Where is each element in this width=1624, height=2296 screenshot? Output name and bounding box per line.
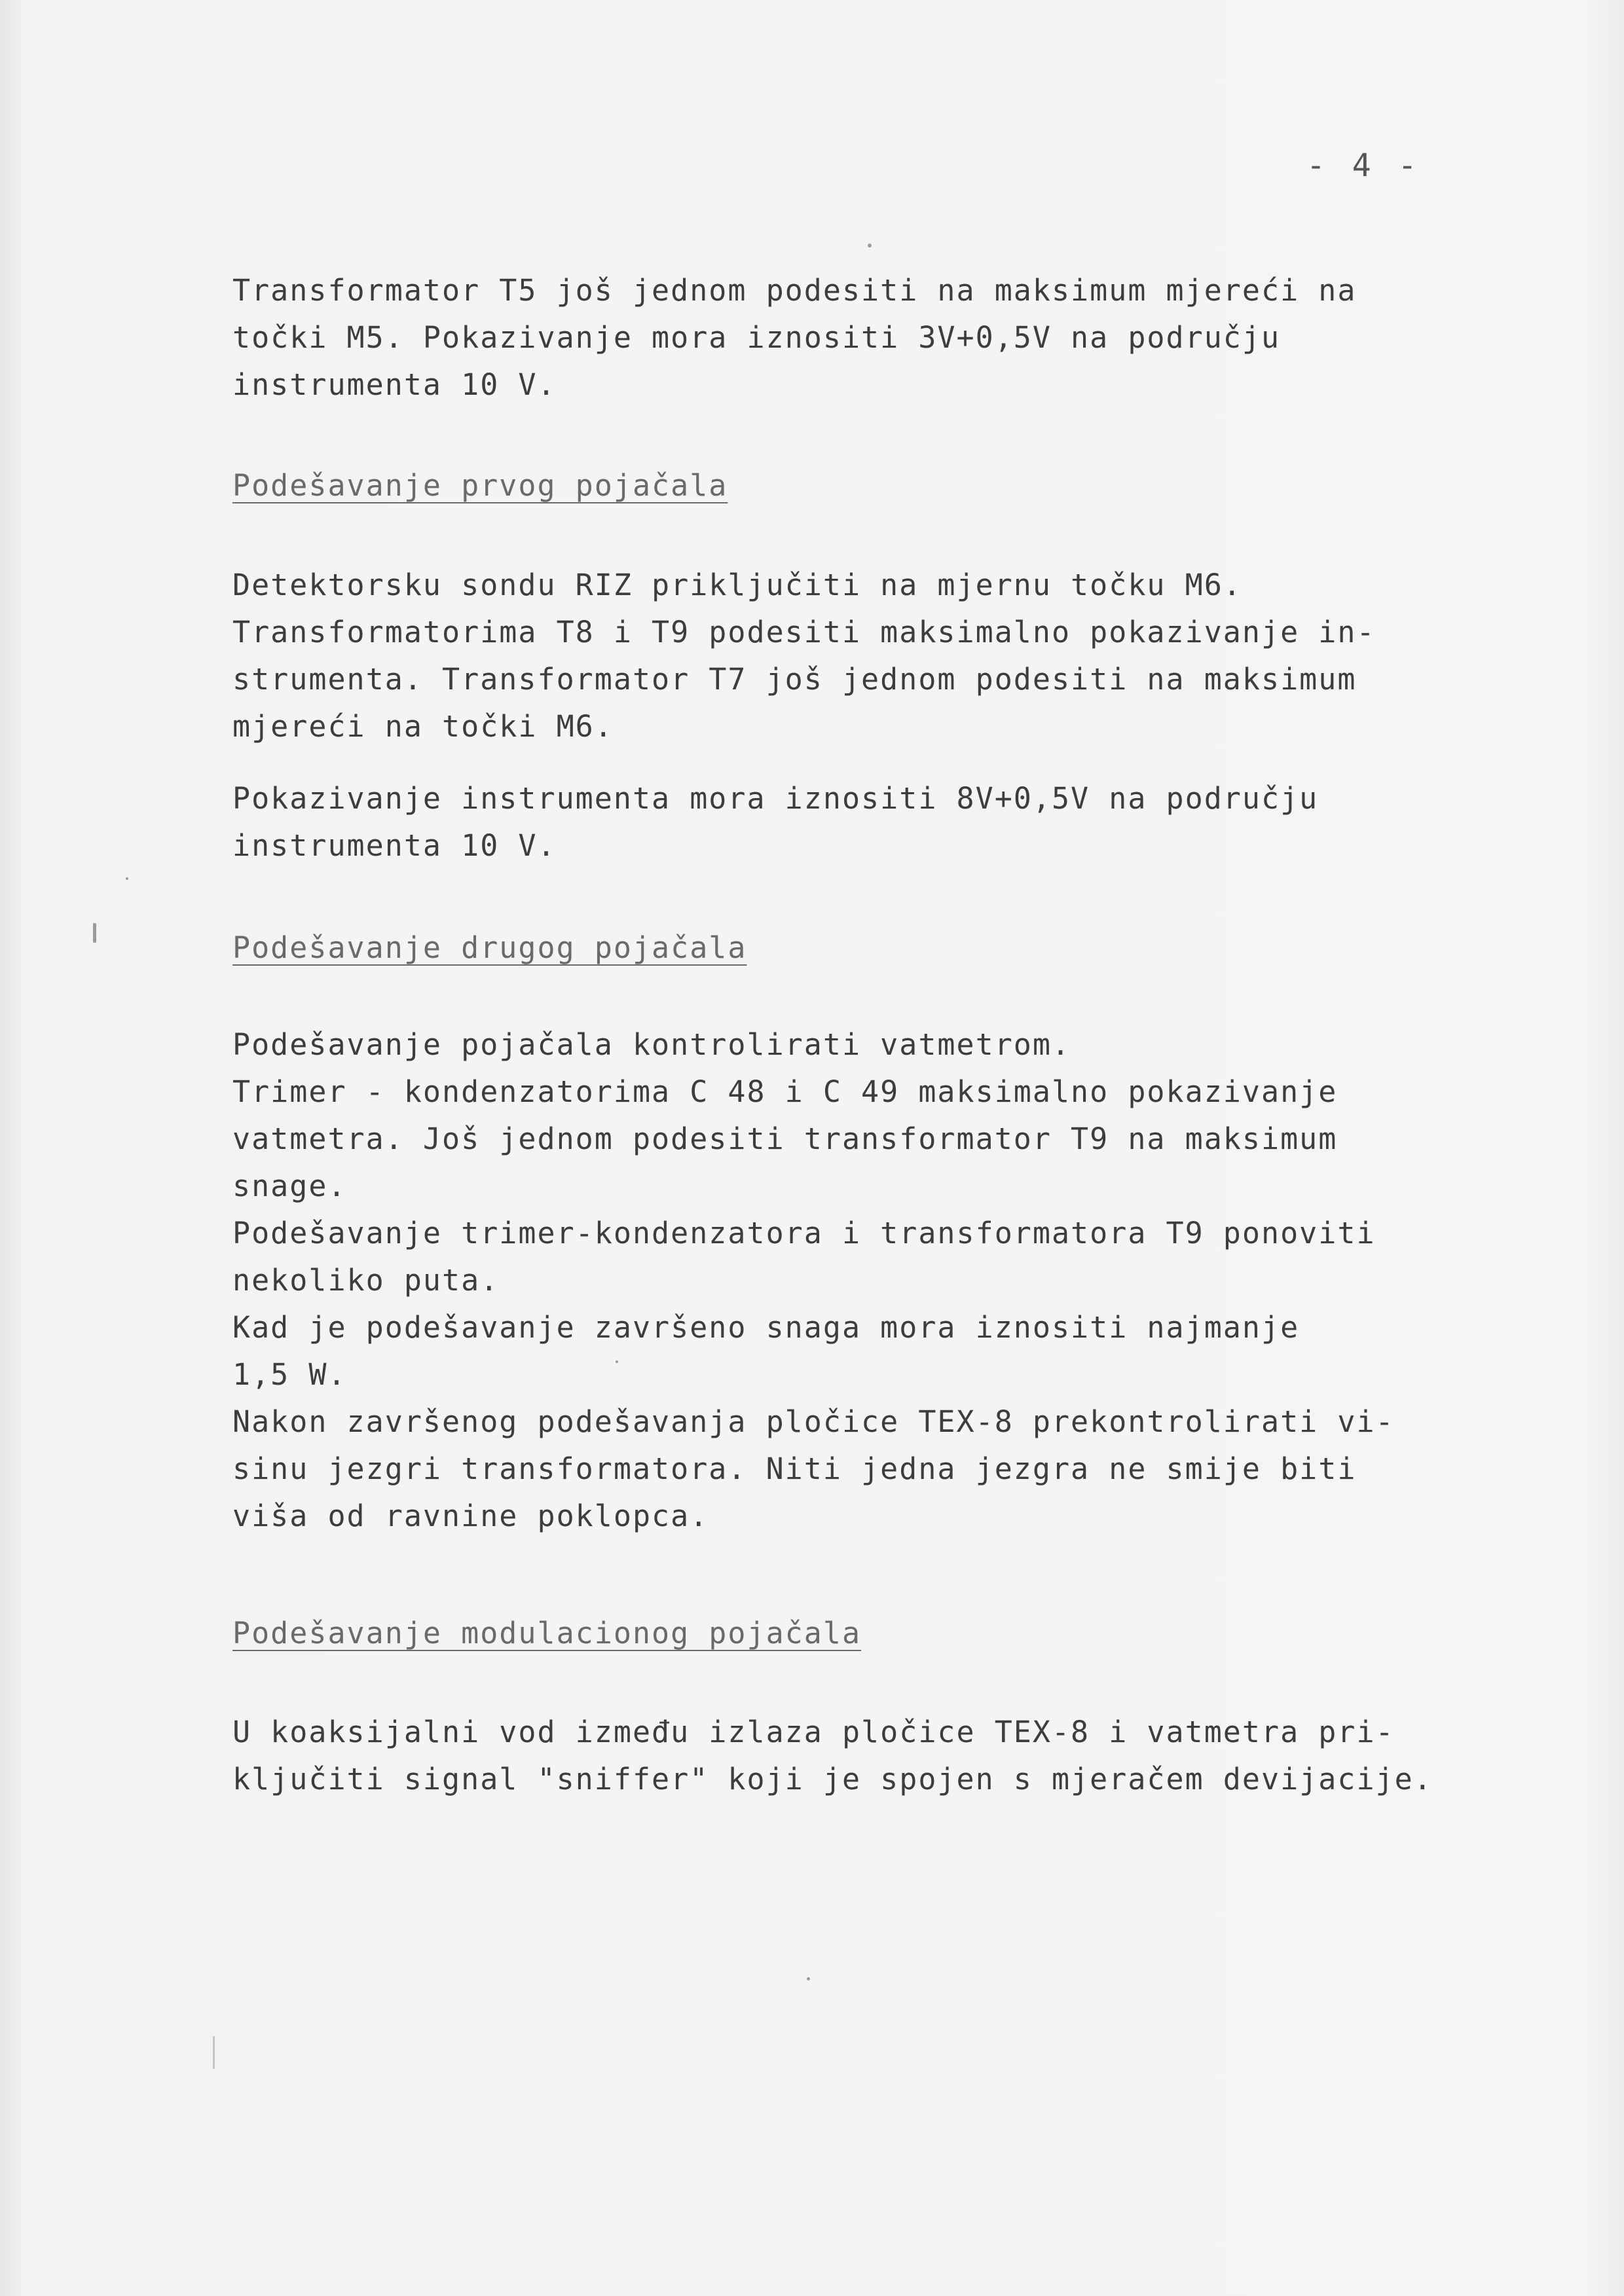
text-line: vatmetra. Još jednom podesiti transformator T9 na maksimum — [232, 1121, 1338, 1156]
text-line: ključiti signal "sniffer" koji je spojen s mjeračem devijacije. — [232, 1762, 1433, 1796]
text-line: U koaksijalni vod između izlaza pločice TEX-8 i vatmetra pri- — [232, 1715, 1395, 1749]
text-line: Podešavanje trimer-kondenzatora i transformatora T9 ponoviti — [232, 1216, 1376, 1250]
section-heading-second-amplifier: Podešavanje drugog pojačala — [232, 930, 747, 965]
text-line: točki M5. Pokazivanje mora iznositi 3V+0,5V na području — [232, 320, 1281, 355]
text-line: Trimer - kondenzatorima C 48 i C 49 maksimalno pokazivanje — [232, 1074, 1338, 1109]
text-line: snage. — [232, 1169, 347, 1203]
text-line: nekoliko puta. — [232, 1263, 500, 1298]
text-line: Pokazivanje instrumenta mora iznositi 8V+0,5V na području — [232, 781, 1319, 816]
text-line: mjereći na točki M6. — [232, 709, 614, 744]
text-line: Transformatorima T8 i T9 podesiti maksimalno pokazivanje in- — [232, 615, 1376, 649]
text-line: instrumenta 10 V. — [232, 828, 557, 863]
section-heading-first-amplifier: Podešavanje prvog pojačala — [232, 468, 728, 503]
section-heading-modulation-amplifier: Podešavanje modulacionog pojačala — [232, 1616, 862, 1650]
text-line: sinu jezgri transformatora. Niti jedna jezgra ne smije biti — [232, 1451, 1357, 1486]
page-number: - 4 - — [1306, 147, 1421, 184]
paragraph-wattmeter-adjustment — [232, 1021, 1477, 1540]
text-line: Kad je podešavanje završeno snaga mora iznositi najmanje — [232, 1310, 1300, 1345]
text-line: Nakon završenog podešavanja pločice TEX-8 prekontrolirati vi- — [232, 1404, 1395, 1439]
text-line: Podešavanje pojačala kontrolirati vatmetrom. — [232, 1027, 1071, 1062]
text-line: Transformator T5 još jednom podesiti na maksimum mjereći na — [232, 273, 1357, 308]
scan-speck — [616, 1360, 618, 1363]
paragraph-t5-adjustment — [232, 267, 1477, 409]
text-line: strumenta. Transformator T7 još jednom podesiti na maksimum — [232, 662, 1357, 697]
text-line: Detektorsku sondu RIZ priključiti na mjernu točku M6. — [232, 568, 1242, 602]
scan-mark — [213, 2036, 215, 2069]
scan-mark — [93, 923, 96, 943]
text-line: 1,5 W. — [232, 1357, 347, 1392]
scan-speck — [868, 244, 872, 247]
paragraph-instrument-reading — [232, 775, 1477, 869]
text-line: viša od ravnine poklopca. — [232, 1499, 709, 1533]
paragraph-detector-probe — [232, 562, 1477, 750]
text-line: instrumenta 10 V. — [232, 367, 557, 402]
scan-speck — [126, 877, 128, 880]
scan-speck — [807, 1977, 810, 1980]
paragraph-sniffer-signal — [232, 1709, 1477, 1803]
